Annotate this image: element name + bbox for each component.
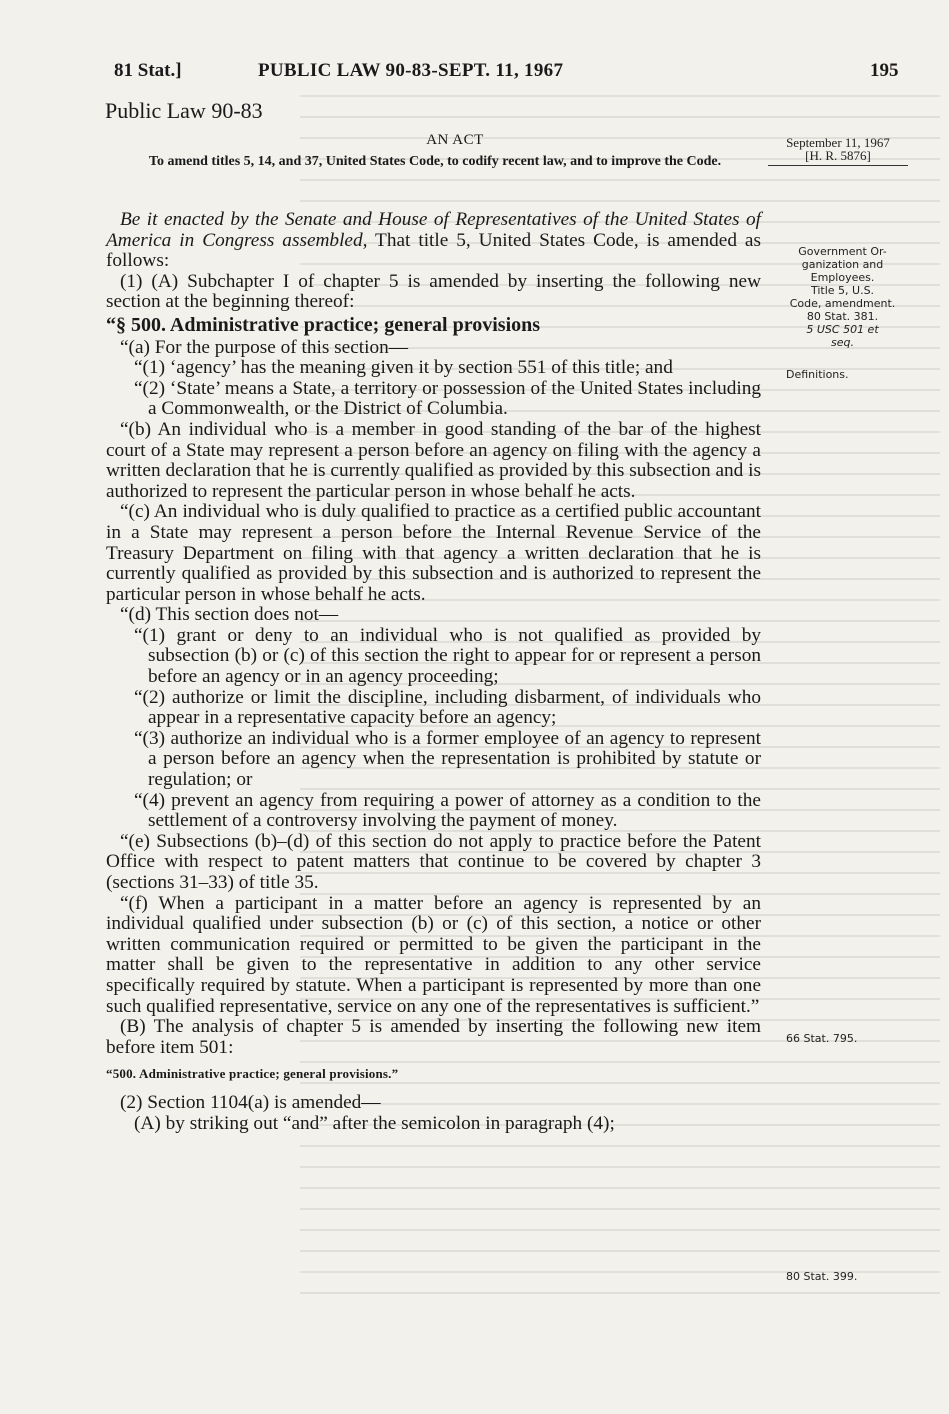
margin-definitions: Definitions. xyxy=(786,368,849,381)
margin-gov-line: seq. xyxy=(831,336,854,349)
act-label: AN ACT xyxy=(426,132,484,148)
subsection-a2: “(2) ‘State’ means a State, a territory or possession of the United States including a Commonwealth, or the District of Columbia. xyxy=(134,377,761,420)
subsection-d1: “(1) grant or deny to an individual who is not qualified as provided by subsection (b) or (c) of this section the right to appear for or represent a person before an agency or in an agency proceeding; xyxy=(134,624,761,688)
subsection-d3: “(3) authorize an individual who is a former employee of an agency to represent a person before an agency when the representation is prohibited by statute or regulation; or xyxy=(134,727,761,791)
subsection-e: “(e) Subsections (b)–(d) of this section do not apply to practice before the Patent Office with respect to patent matters that continue to be covered by chapter 3 (sections 31–33) of title 35. xyxy=(106,830,761,893)
subsection-c: “(c) An individual who is duly qualified to practice as a certified public accountant in a State may represent a person before the Internal Revenue Service of the Treasury Department on filing with that agency a written declaration that he is currently qualified as provided by this subsection and is authorized to represent the particular person in whose behalf he acts. xyxy=(106,501,761,605)
margin-gov-line: ganization and xyxy=(801,258,884,271)
margin-date-block xyxy=(768,136,908,166)
margin-rule xyxy=(768,165,908,166)
margin-gov-line: Code, amendment. xyxy=(789,297,896,310)
margin-gov-note xyxy=(780,245,905,349)
margin-gov-line: Government Or- xyxy=(798,245,887,258)
subsection-a1: “(1) ‘agency’ has the meaning given it by section 551 of this title; and xyxy=(134,357,673,379)
section-heading: “§ 500. Administrative practice; general provisions xyxy=(106,313,541,336)
paragraph-1: (1) (A) Subchapter I of chapter 5 is amended by inserting the following new section at the beginning thereof: xyxy=(106,270,761,313)
margin-gov-line: Title 5, U.S. xyxy=(810,284,875,297)
paragraph-1B: (B) The analysis of chapter 5 is amended by inserting the following new item before item 501: xyxy=(106,1016,761,1058)
statute-body xyxy=(106,210,761,1134)
header-stat: 81 Stat.] xyxy=(114,60,182,81)
margin-date: September 11, 1967 xyxy=(786,135,890,150)
subsection-b: “(b) An individual who is a member in good standing of the bar of the highest court of a State may represent a person before an agency on filing with the agency a written declaration that he is currently qualified as provided by this subsection and is authorized to represent the particular person in whose behalf he acts. xyxy=(106,418,761,502)
subsection-d: “(d) This section does not— xyxy=(120,604,339,626)
subsection-d4: “(4) prevent an agency from requiring a power of attorney as a condition to the settlement of a controversy involving the payment of money. xyxy=(134,789,761,832)
margin-80-stat: 80 Stat. 399. xyxy=(786,1270,858,1283)
margin-66-stat: 66 Stat. 795. xyxy=(786,1032,858,1045)
margin-gov-line: 80 Stat. 381. xyxy=(806,310,879,323)
subsection-f: “(f) When a participant in a matter before an agency is represented by an individual qualified under subsection (b) or (c) of this section, a notice or other written communication required or permitted to be given the participant in the matter shall be given to the representative in addition to any other service specifically required by statute. When a participant is represented by more than one such qualified representative, service on any one of the representatives is sufficient.” xyxy=(106,892,761,1017)
law-number: Public Law 90-83 xyxy=(105,98,263,123)
paragraph-2: (2) Section 1104(a) is amended— xyxy=(120,1091,381,1113)
enacting-clause-rest: That title 5, United States Code, is amended as follows: xyxy=(106,229,761,272)
subsection-d2: “(2) authorize or limit the discipline, including disbarment, of individuals who appear in a representative capacity before an agency; xyxy=(134,686,761,729)
enacting-clause-italic: Be it enacted by the Senate and House of Representatives of the United States of America in Congress assembled, xyxy=(106,209,761,251)
paragraph-2A: (A) by striking out “and” after the semicolon in paragraph (4); xyxy=(134,1112,615,1134)
header-title: PUBLIC LAW 90-83-SEPT. 11, 1967 xyxy=(258,60,564,81)
enacting-clause xyxy=(106,210,761,272)
act-purpose: To amend titles 5, 14, and 37, United States Code, to codify recent law, and to improve the Code. xyxy=(148,154,722,169)
margin-gov-line: Employees. xyxy=(810,271,875,284)
running-header xyxy=(0,60,949,90)
margin-bill: [H. R. 5876] xyxy=(805,148,871,163)
page-number: 195 xyxy=(870,60,899,81)
analysis-item: “500. Administrative practice; general provisions.” xyxy=(106,1066,399,1082)
subsection-a: “(a) For the purpose of this section— xyxy=(120,336,409,358)
margin-gov-line: 5 USC 501 et xyxy=(806,323,879,336)
